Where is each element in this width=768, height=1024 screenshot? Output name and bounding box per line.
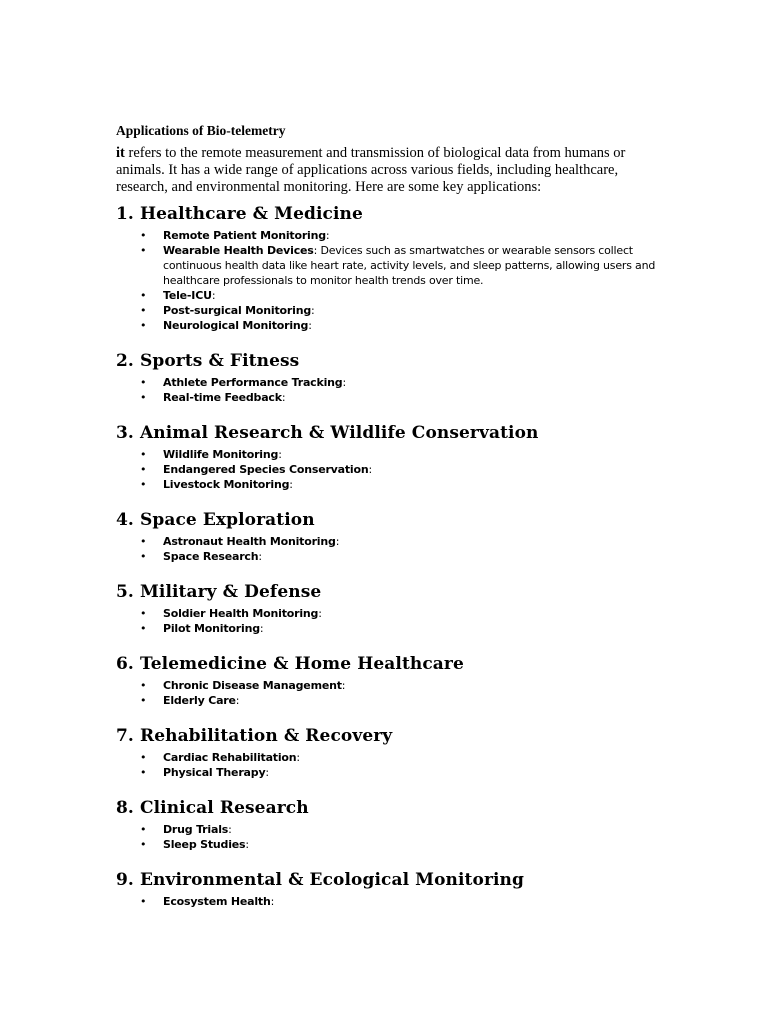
section-heading: 5. Military & Defense [116, 582, 322, 602]
item-description: : [308, 319, 312, 332]
section-6 [116, 653, 656, 708]
section-7 [116, 725, 656, 780]
list-item [116, 390, 656, 405]
bullet-icon: • [140, 766, 147, 779]
item-term: Remote Patient Monitoring [163, 229, 326, 242]
item-description: : [265, 766, 269, 779]
intro-paragraph [116, 145, 656, 196]
list-item [116, 606, 656, 621]
bullet-icon: • [140, 463, 147, 476]
item-description: : [368, 463, 373, 476]
item-term: Drug Trials [163, 823, 229, 836]
bullet-icon: • [140, 376, 147, 389]
bullet-icon: • [140, 244, 147, 257]
item-term: Wildlife Monitoring [163, 448, 279, 461]
item-description: : [235, 694, 240, 707]
item-description: : [311, 304, 315, 317]
item-description: : [335, 535, 340, 548]
item-term: Real-time Feedback [163, 391, 282, 404]
section-heading: 2. Sports & Fitness [116, 351, 300, 371]
bullet-icon: • [140, 679, 147, 692]
bullet-list [116, 822, 656, 852]
section-heading: 6. Telemedicine & Home Healthcare [116, 654, 464, 674]
item-term: Space Research [163, 550, 259, 563]
item-term: Athlete Performance Tracking [163, 376, 343, 389]
section-4 [116, 509, 656, 564]
list-item [116, 837, 656, 852]
bullet-icon: • [140, 607, 147, 620]
intro-lead: it [116, 145, 125, 161]
item-term: Cardiac Rehabilitation [163, 751, 297, 764]
item-description: : [318, 607, 322, 620]
bullet-icon: • [140, 229, 147, 242]
bullet-list [116, 606, 656, 636]
item-term: Pilot Monitoring [163, 622, 260, 635]
item-term: Endangered Species Conservation [163, 463, 369, 476]
bullet-icon: • [140, 304, 147, 317]
item-description: : [278, 448, 282, 461]
item-term: Sleep Studies [163, 838, 246, 851]
item-description: : [245, 838, 249, 851]
item-description: : Devices such as smartwatches or wearable sensors collect continuous health data like heart rate, activity levels, and sleep patterns, allowing users and healthcare professionals to monitor health trends over time. [163, 244, 656, 287]
bullet-list [116, 678, 656, 708]
section-heading: 1. Healthcare & Medicine [116, 204, 363, 224]
item-term: Ecosystem Health [163, 895, 271, 908]
item-description: : [289, 478, 293, 491]
list-item [116, 534, 656, 549]
item-description: : [325, 229, 330, 242]
bullet-icon: • [140, 448, 147, 461]
document-title: Applications of Bio-telemetry [116, 123, 286, 138]
bullet-list [116, 750, 656, 780]
section-heading: 9. Environmental & Ecological Monitoring [116, 870, 525, 890]
section-8 [116, 797, 656, 852]
bullet-list [116, 534, 656, 564]
list-item [116, 894, 656, 909]
bullet-icon: • [140, 895, 147, 908]
item-term: Tele-ICU [163, 289, 212, 302]
section-heading: 4. Space Exploration [116, 510, 315, 530]
bullet-icon: • [140, 391, 147, 404]
list-item [116, 477, 656, 492]
item-description: : [270, 895, 275, 908]
item-term: Chronic Disease Management [163, 679, 342, 692]
section-heading: 7. Rehabilitation & Recovery [116, 726, 393, 746]
list-item [116, 462, 656, 477]
list-item [116, 318, 656, 333]
item-description: : [296, 751, 300, 764]
list-item [116, 693, 656, 708]
document-page [116, 122, 656, 909]
bullet-icon: • [140, 823, 147, 836]
bullet-icon: • [140, 319, 147, 332]
item-description: : [211, 289, 216, 302]
bullet-icon: • [140, 289, 147, 302]
item-term: Astronaut Health Monitoring [163, 535, 336, 548]
item-term: Neurological Monitoring [163, 319, 309, 332]
item-description: : [342, 376, 346, 389]
list-item [116, 822, 656, 837]
list-item [116, 303, 656, 318]
item-term: Soldier Health Monitoring [163, 607, 319, 620]
section-9 [116, 869, 656, 909]
list-item [116, 765, 656, 780]
list-item [116, 447, 656, 462]
sections-container [116, 203, 656, 909]
bullet-list [116, 375, 656, 405]
list-item [116, 678, 656, 693]
list-item [116, 621, 656, 636]
bullet-icon: • [140, 535, 147, 548]
intro-text: refers to the remote measurement and transmission of biological data from humans or animals. It has a wide range of applications across various fields, including healthcare, research, and environmental monitoring. Here are some key applications: [116, 145, 626, 195]
bullet-list [116, 894, 656, 909]
bullet-list [116, 447, 656, 492]
section-heading: 8. Clinical Research [116, 798, 309, 818]
list-item [116, 375, 656, 390]
bullet-icon: • [140, 751, 147, 764]
item-description: : [258, 550, 262, 563]
item-description: : [341, 679, 346, 692]
bullet-icon: • [140, 694, 147, 707]
bullet-icon: • [140, 622, 147, 635]
section-3 [116, 422, 656, 492]
item-term: Physical Therapy [163, 766, 266, 779]
item-term: Wearable Health Devices [163, 244, 314, 257]
list-item [116, 243, 656, 288]
bullet-list [116, 228, 656, 333]
list-item [116, 549, 656, 564]
bullet-icon: • [140, 838, 147, 851]
section-heading: 3. Animal Research & Wildlife Conservation [116, 423, 539, 443]
list-item [116, 228, 656, 243]
list-item [116, 288, 656, 303]
section-2 [116, 350, 656, 405]
bullet-icon: • [140, 550, 147, 563]
section-1 [116, 203, 656, 333]
section-5 [116, 581, 656, 636]
item-term: Post-surgical Monitoring [163, 304, 312, 317]
item-description: : [228, 823, 232, 836]
bullet-icon: • [140, 478, 147, 491]
list-item [116, 750, 656, 765]
item-term: Livestock Monitoring [163, 478, 290, 491]
item-description: : [281, 391, 286, 404]
item-term: Elderly Care [163, 694, 236, 707]
item-description: : [259, 622, 264, 635]
